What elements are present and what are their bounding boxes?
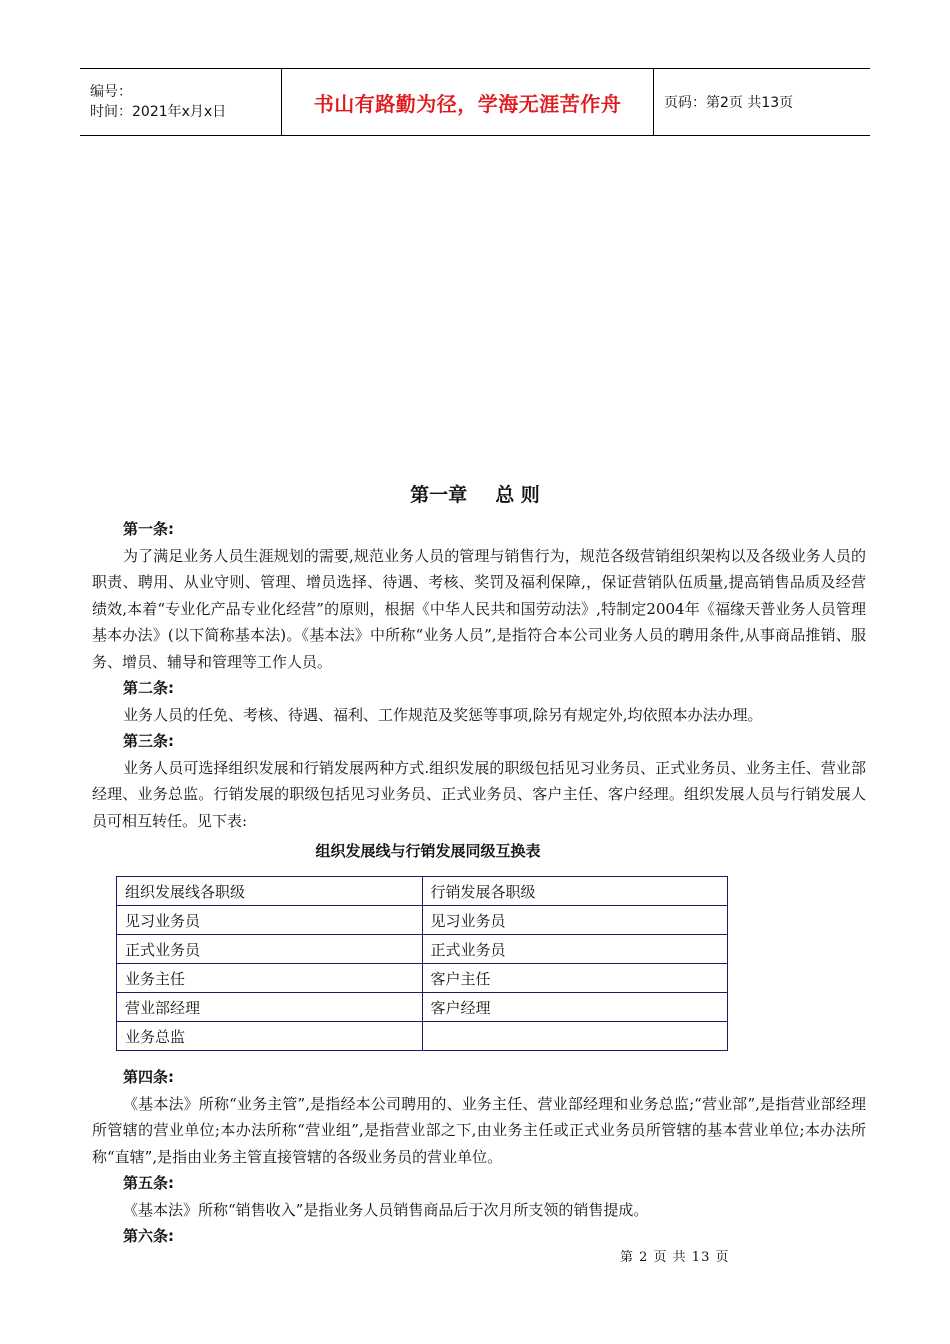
table-cell: 正式业务员	[422, 935, 728, 964]
table-cell: 客户经理	[422, 993, 728, 1022]
header-page-info: 页码：第2页 共13页	[664, 95, 794, 111]
table-cell: 业务总监	[117, 1022, 423, 1051]
grade-exchange-table	[116, 876, 728, 1051]
header-motto-cell	[282, 69, 654, 135]
article-text: 《基本法》所称“销售收入”是指业务人员销售商品后于次月所支领的销售提成。	[123, 1200, 649, 1219]
header-motto: 书山有路勤为径，学海无涯苦作舟	[313, 91, 622, 116]
table-row	[117, 877, 728, 906]
table-cell: 营业部经理	[117, 993, 423, 1022]
time-label: 时间：2021年x月x日	[90, 104, 227, 120]
article-text: 业务人员的任免、考核、待遇、福利、工作规范及奖惩等事项,除另有规定外,均依照本办法办理。	[123, 705, 763, 724]
table-cell: 正式业务员	[117, 935, 423, 964]
header-meta	[80, 69, 282, 135]
article-text: 为了满足业务人员生涯规划的需要,规范业务人员的管理与销售行为，规范各级营销组织架构以及各级业务人员的职责、聘用、从业守则、管理、增员选择、待遇、考核、奖罚及福利保障,，保证营销队伍质量,提高销售品质及经营绩效,本着“专业化产品专业化经营”的原则，根据《中华人民共和国劳动法》,特制定2004年《福缘天普业务人员管理基本办法》(以下简称基本法)。《基本法》中所称“业务人员”,是指符合本公司业务人员的聘用条件,从事商品推销、服务、增员、辅导和管理等工作人员。	[92, 546, 866, 671]
table-row	[117, 1022, 728, 1051]
articles-section-1	[92, 516, 866, 834]
article-text: 《基本法》所称“业务主管”,是指经本公司聘用的、业务主任、营业部经理和业务总监;“营业部”,是指营业部经理所管辖的营业单位;本办法所称“营业组”,是指营业部之下,由业务主任或正式业务员所管辖的基本营业单位;本办法所称“直辖”,是指由业务主管直接管辖的各级业务员的营业单位。	[92, 1094, 866, 1166]
article-label: 第六条:	[123, 1227, 174, 1245]
table-cell: 行销发展各职级	[422, 877, 728, 906]
chapter-heading	[0, 480, 950, 507]
table-row	[117, 993, 728, 1022]
table-cell: 组织发展线各职级	[117, 877, 423, 906]
table-cell: 见习业务员	[117, 906, 423, 935]
table-row	[117, 935, 728, 964]
table-row	[117, 906, 728, 935]
chapter-title: 总 则	[495, 484, 540, 506]
article-label: 第三条:	[123, 732, 174, 750]
table-cell	[422, 1022, 728, 1051]
serial-label: 编号：	[90, 84, 132, 100]
page-footer: 第 2 页 共 13 页	[620, 1250, 730, 1265]
table-title: 组织发展线与行销发展同级互换表	[315, 842, 541, 860]
article-text: 业务人员可选择组织发展和行销发展两种方式.组织发展的职级包括见习业务员、正式业务员、业务主任、营业部经理、业务总监。行销发展的职级包括见习业务员、正式业务员、客户主任、客户经理。组织发展人员与行销发展人员可相互转任。见下表:	[92, 758, 866, 830]
article-label: 第二条:	[123, 679, 174, 697]
articles-section-2	[92, 1064, 866, 1250]
chapter-number: 第一章	[410, 484, 468, 506]
page-header	[80, 68, 870, 136]
table-cell: 见习业务员	[422, 906, 728, 935]
article-label: 第五条:	[123, 1174, 174, 1192]
table-row	[117, 964, 728, 993]
table-cell: 客户主任	[422, 964, 728, 993]
article-label: 第一条:	[123, 520, 174, 538]
article-label: 第四条:	[123, 1068, 174, 1086]
table-cell: 业务主任	[117, 964, 423, 993]
